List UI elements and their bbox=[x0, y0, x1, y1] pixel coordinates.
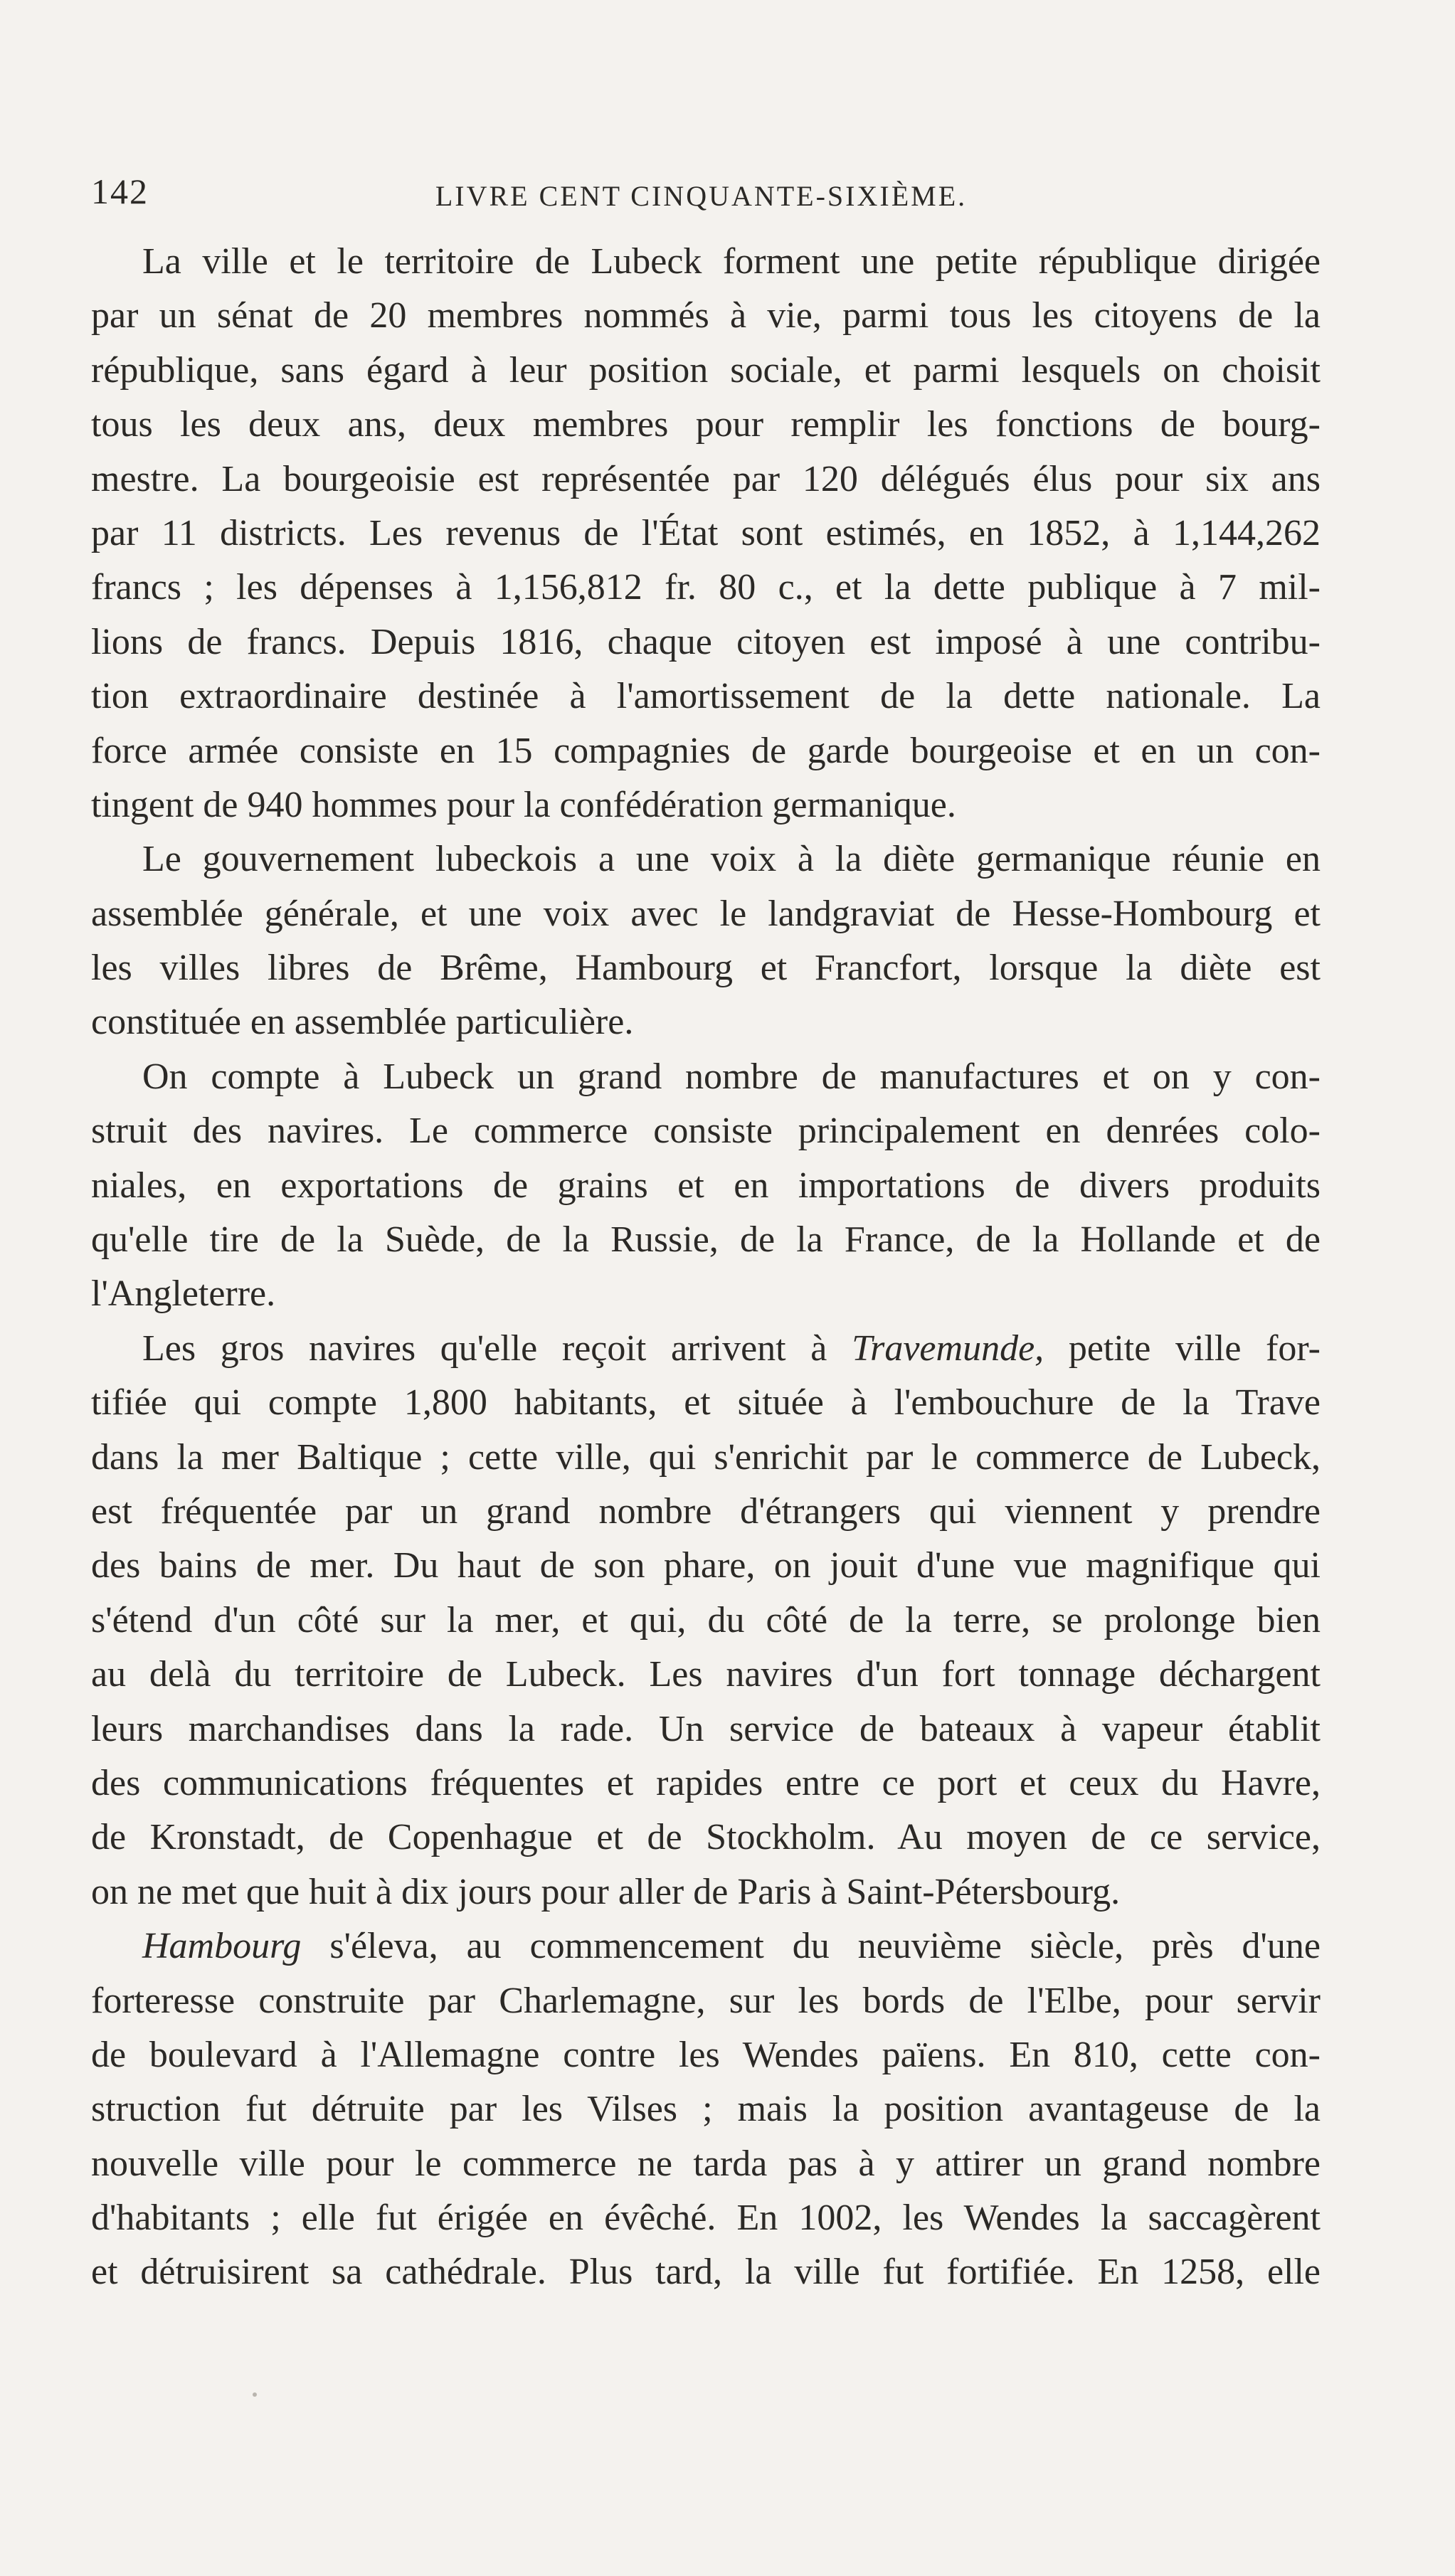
text-line: nouvelle ville pour le commerce ne tarda pas à y attirer un grand nombre bbox=[91, 2143, 1321, 2184]
place-name-hambourg: Hambourg bbox=[142, 1926, 302, 1967]
text-line: les villes libres de Brême, Hambourg et Francfort, lorsque la diète est bbox=[91, 948, 1321, 989]
text-line bbox=[91, 1322, 1321, 1376]
page-header bbox=[91, 171, 1311, 213]
text-line: leurs marchandises dans la rade. Un service de bateaux à vapeur établit bbox=[91, 1708, 1321, 1749]
text-line: On compte à Lubeck un grand nombre de manufactures et on y con- bbox=[142, 1056, 1321, 1097]
text-line: force armée consiste en 15 compagnies de garde bourgeoise et en un con- bbox=[91, 730, 1321, 771]
text-line: tingent de 940 hommes pour la confédération germanique. bbox=[91, 784, 956, 825]
text-line: struction fut détruite par les Vilses ; mais la position avantageuse de la bbox=[91, 2089, 1321, 2130]
text-line: dans la mer Baltique ; cette ville, qui s'enrichit par le commerce de Lubeck, bbox=[91, 1436, 1321, 1478]
text-line: d'habitants ; elle fut érigée en évêché. En 1002, les Wendes la saccagèrent bbox=[91, 2198, 1321, 2239]
text-line: est fréquentée par un grand nombre d'étrangers qui viennent y prendre bbox=[91, 1490, 1321, 1532]
text-line: on ne met que huit à dix jours pour aller de Paris à Saint-Pétersbourg. bbox=[91, 1871, 1121, 1912]
text-line: par 11 districts. Les revenus de l'État sont estimés, en 1852, à 1,144,262 bbox=[91, 512, 1321, 553]
text-line: au delà du territoire de Lubeck. Les navires d'un fort tonnage déchargent bbox=[91, 1654, 1321, 1695]
text-line: s'étend d'un côté sur la mer, et qui, du côté de la terre, se prolonge bien bbox=[91, 1599, 1321, 1641]
text-line: forteresse construite par Charlemagne, sur les bords de l'Elbe, pour servir bbox=[91, 1980, 1321, 2021]
text-line: tion extraordinaire destinée à l'amortissement de la dette nationale. La bbox=[91, 676, 1321, 717]
text-line: et détruisirent sa cathédrale. Plus tard, la ville fut fortifiée. En 1258, elle bbox=[91, 2252, 1321, 2293]
text-line: Le gouvernement lubeckois a une voix à la diète germanique réunie en bbox=[142, 839, 1321, 880]
body-text bbox=[91, 235, 1321, 2300]
text-line: de boulevard à l'Allemagne contre les Wendes païens. En 810, cette con- bbox=[91, 2034, 1321, 2075]
text-line: l'Angleterre. bbox=[91, 1273, 276, 1315]
text-line: tous les deux ans, deux membres pour remplir les fonctions de bourg- bbox=[91, 404, 1321, 445]
paper-speck bbox=[253, 2392, 257, 2397]
text-line bbox=[91, 1919, 1321, 1973]
text-line: des bains de mer. Du haut de son phare, on jouit d'une vue magnifique qui bbox=[91, 1545, 1321, 1586]
text-line: lions de francs. Depuis 1816, chaque citoyen est imposé à une contribu- bbox=[91, 621, 1321, 662]
text-line: francs ; les dépenses à 1,156,812 fr. 80 c., et la dette publique à 7 mil- bbox=[91, 567, 1321, 608]
text-line: par un sénat de 20 membres nommés à vie, parmi tous les citoyens de la bbox=[91, 295, 1321, 336]
text-line: assemblée générale, et une voix avec le landgraviat de Hesse-Hombourg et bbox=[91, 893, 1321, 934]
text-line: république, sans égard à leur position sociale, et parmi lesquels on choisit bbox=[91, 349, 1321, 391]
text-segment: petite ville for- bbox=[1068, 1327, 1321, 1369]
text-line: La ville et le territoire de Lubeck forment une petite république dirigée bbox=[142, 241, 1321, 282]
text-line: constituée en assemblée particulière. bbox=[91, 1002, 634, 1043]
text-line: struit des navires. Le commerce consiste principalement en denrées colo- bbox=[91, 1111, 1321, 1152]
text-line: tifiée qui compte 1,800 habitants, et située à l'embouchure de la Trave bbox=[91, 1382, 1321, 1424]
text-line: des communications fréquentes et rapides entre ce port et ceux du Havre, bbox=[91, 1762, 1321, 1803]
running-head: LIVRE CENT CINQUANTE-SIXIÈME. bbox=[435, 180, 968, 212]
page-number: 142 bbox=[91, 171, 149, 211]
text-line: mestre. La bourgeoisie est représentée par 120 délégués élus pour six ans bbox=[91, 458, 1321, 499]
text-segment: Les gros navires qu'elle reçoit arrivent à bbox=[142, 1327, 827, 1369]
place-name-travemunde: Travemunde, bbox=[852, 1327, 1044, 1369]
text-line: niales, en exportations de grains et en importations de divers produits bbox=[91, 1165, 1321, 1206]
text-segment: s'éleva, au commencement du neuvième siècle, près d'une bbox=[329, 1926, 1321, 1967]
text-line: de Kronstadt, de Copenhague et de Stockholm. Au moyen de ce service, bbox=[91, 1817, 1321, 1858]
text-line: qu'elle tire de la Suède, de la Russie, de la France, de la Hollande et de bbox=[91, 1219, 1321, 1261]
